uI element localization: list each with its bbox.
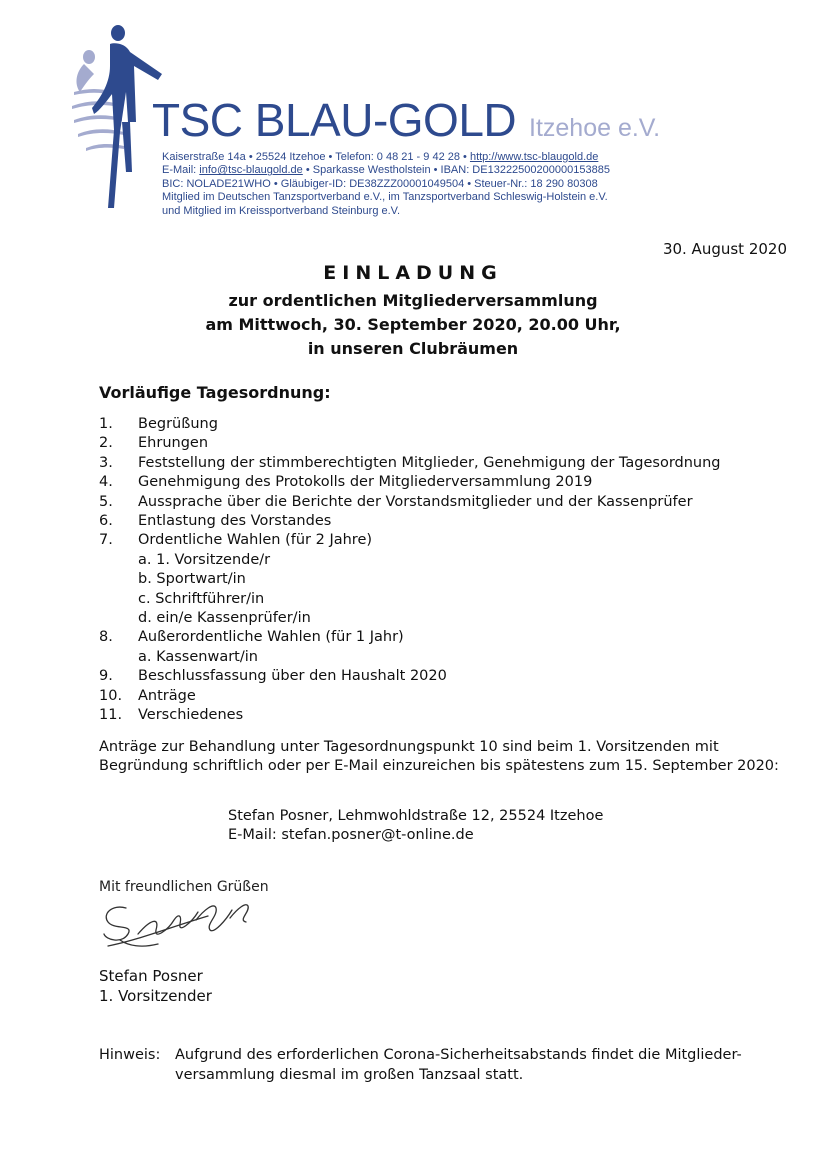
- agenda-item: [99, 434, 721, 453]
- agenda-number: 4.: [99, 474, 113, 491]
- signer-name: Stefan Posner: [99, 967, 203, 985]
- agenda-text: Ehrungen: [138, 435, 209, 452]
- agenda-number: 3.: [99, 454, 113, 471]
- document-title: EINLADUNG: [323, 262, 503, 284]
- letter-date: 30. August 2020: [662, 240, 787, 258]
- website-link[interactable]: http://www.tsc-blaugold.de: [469, 151, 599, 163]
- agenda-item: [99, 628, 721, 647]
- contact-line-membership: Mitglied im Deutschen Tanzsportverband e.V., im Tanzsportverband Schleswig-Holstein e.V.: [162, 191, 608, 204]
- agenda-item: [99, 512, 721, 531]
- agenda-subitem: b. Sportwart/in: [138, 571, 246, 588]
- email-label: E-Mail:: [162, 164, 200, 177]
- agenda-text: Ordentliche Wahlen (für 2 Jahre): [138, 532, 373, 549]
- agenda-item: [99, 667, 721, 686]
- agenda-text: Feststellung der stimmberechtigten Mitglieder, Genehmigung der Tagesordnung: [138, 454, 721, 471]
- agenda-number: 2.: [99, 435, 113, 452]
- agenda-number: 7.: [99, 532, 113, 549]
- contact-address-text: Kaiserstraße 14a • 25524 Itzehoe • Telefon: 0 48 21 - 9 42 28 •: [162, 151, 470, 163]
- contact-line-address: [162, 151, 610, 164]
- contact-line-membership-2: und Mitglied im Kreissportverband Steinburg e.V.: [162, 204, 401, 217]
- agenda-number: 1.: [99, 416, 113, 432]
- contact-block: [162, 151, 610, 218]
- agenda-item: [99, 531, 721, 550]
- agenda-text: Beschlussfassung über den Haushalt 2020: [138, 668, 447, 685]
- contact-line-bank: BIC: NOLADE21WHO • Gläubiger-ID: DE38ZZZ00001049504 • Steuer-Nr.: 18 290 80308: [162, 177, 598, 190]
- agenda-text: Genehmigung des Protokolls der Mitgliederversammlung 2019: [138, 474, 593, 491]
- agenda-item: [99, 454, 721, 473]
- submission-paragraph: Anträge zur Behandlung unter Tagesordnungspunkt 10 sind beim 1. Vorsitzenden mit Begründung schriftlich oder per E-Mail einzureichen bis spätestens zum 15. September 2020:: [99, 739, 779, 774]
- closing-greeting: Mit freundlichen Grüßen: [99, 879, 269, 895]
- agenda-list: [99, 415, 721, 726]
- note-text: Aufgrund des erforderlichen Corona-Sicherheitsabstands findet die Mitglieder-versammlung diesmal im großen Tanzsaal statt.: [175, 1047, 742, 1083]
- subtitle-3: in unseren Clubräumen: [307, 339, 519, 358]
- agenda-number: 5.: [99, 493, 113, 510]
- agenda-text: Verschiedenes: [138, 707, 244, 724]
- subtitle-1: zur ordentlichen Mitgliederversammlung: [228, 291, 598, 310]
- organization-location: Itzehoe e.V.: [529, 114, 661, 142]
- agenda-number: 6.: [99, 513, 113, 530]
- contact-person-email: E-Mail: stefan.posner@t-online.de: [228, 827, 474, 843]
- contact-line-email: [162, 164, 610, 177]
- agenda-text: Entlastung des Vorstandes: [138, 513, 332, 530]
- agenda-number: 11.: [99, 707, 123, 724]
- agenda-number: 10.: [99, 687, 123, 704]
- agenda-subitem: a. Kassenwart/in: [138, 648, 258, 665]
- agenda-heading: Vorläufige Tagesordnung:: [99, 383, 331, 402]
- agenda-text: Außerordentliche Wahlen (für 1 Jahr): [138, 629, 404, 646]
- agenda-subitem: c. Schriftführer/in: [138, 590, 265, 607]
- agenda-item: [99, 687, 721, 706]
- agenda-text: Aussprache über die Berichte der Vorstandsmitglieder und der Kassenprüfer: [138, 493, 693, 510]
- agenda-item: [99, 493, 721, 512]
- agenda-text: Anträge: [138, 687, 196, 704]
- contact-person-address: Stefan Posner, Lehmwohldstraße 12, 25524 Itzehoe: [228, 808, 604, 824]
- note-label: Hinweis:: [99, 1047, 161, 1063]
- agenda-text: Begrüßung: [138, 416, 218, 432]
- agenda-subitem: d. ein/e Kassenprüfer/in: [138, 610, 311, 627]
- agenda-number: 8.: [99, 629, 113, 646]
- agenda-item: [99, 415, 721, 434]
- organization-name: TSC BLAU-GOLD: [152, 94, 517, 146]
- contact-person-block: [228, 807, 603, 845]
- agenda-number: 9.: [99, 668, 113, 685]
- signature-icon: [98, 890, 268, 960]
- signer-role: 1. Vorsitzender: [99, 987, 212, 1005]
- agenda-subitem: a. 1. Vorsitzende/r: [138, 551, 271, 568]
- bank-text: • Sparkasse Westholstein • IBAN: DE13222500200000153885: [302, 164, 610, 177]
- note-block: [99, 1046, 785, 1085]
- agenda-item: [99, 473, 721, 492]
- agenda-item: [99, 706, 721, 725]
- subtitle-2: am Mittwoch, 30. September 2020, 20.00 Uhr,: [205, 315, 621, 334]
- email-link[interactable]: info@tsc-blaugold.de: [199, 164, 303, 177]
- signer-block: [99, 966, 212, 1006]
